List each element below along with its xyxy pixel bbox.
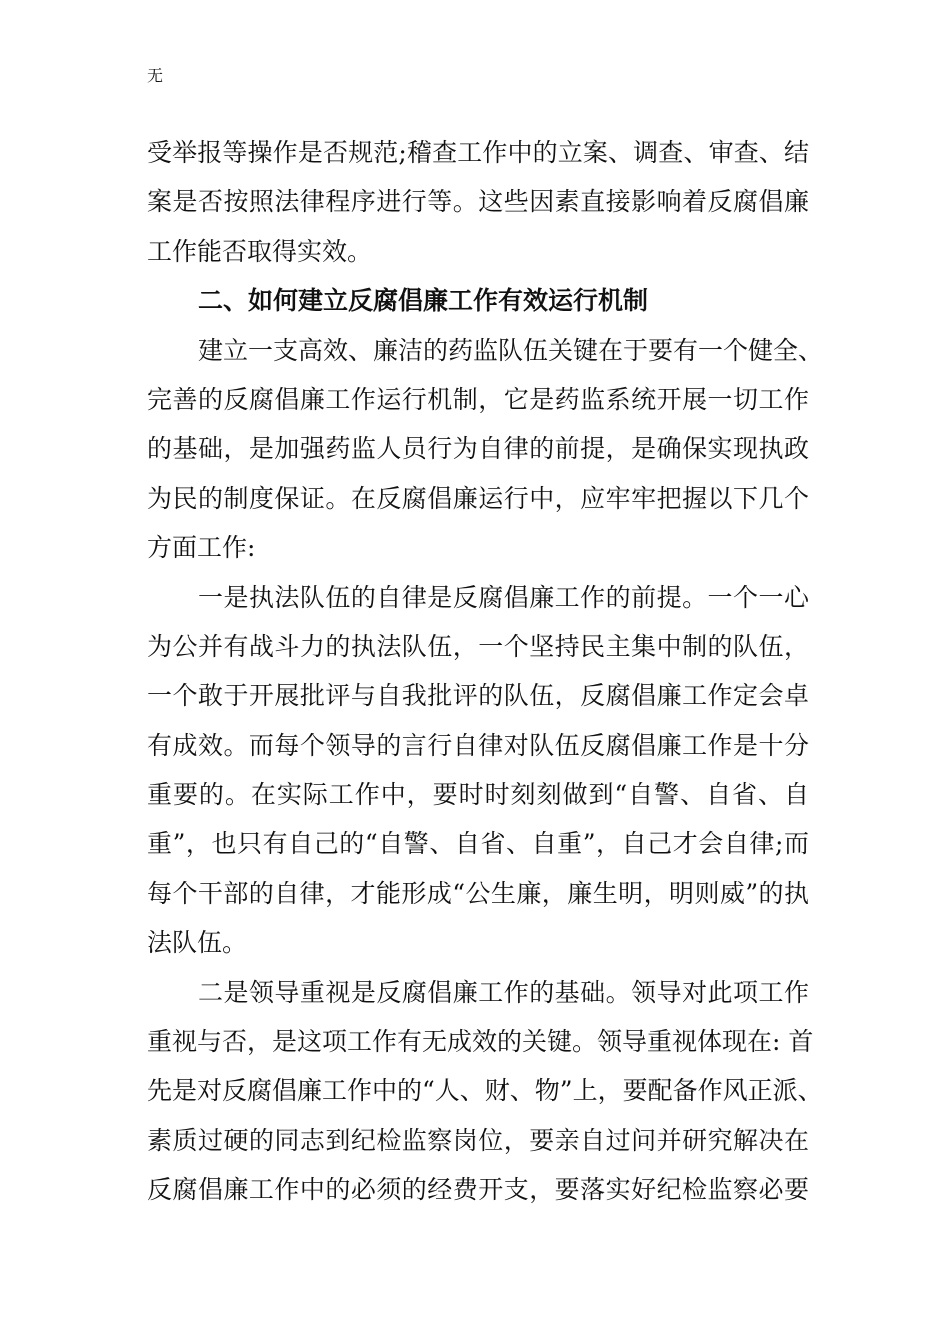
text-line: 法队伍。 bbox=[147, 928, 248, 958]
text-line: 一个敢于开展批评与自我批评的队伍，反腐倡廉工作定会卓 bbox=[147, 681, 809, 711]
text-line: 案是否按照法律程序进行等。这些因素直接影响着反腐倡廉 bbox=[147, 187, 809, 217]
text-line: 的基础，是加强药监人员行为自律的前提，是确保实现执政 bbox=[147, 434, 809, 464]
text-line: 为民的制度保证。在反腐倡廉运行中，应牢牢把握以下几个 bbox=[147, 483, 809, 513]
text-line: 为公并有战斗力的执法队伍，一个坚持民主集中制的队伍， bbox=[147, 631, 809, 661]
text-line: 重视与否，是这项工作有无成效的关键。领导重视体现在: 首 bbox=[147, 1027, 814, 1057]
text-line: 重”，也只有自己的“自警、自省、自重”，自己才会自律;而 bbox=[147, 829, 809, 859]
paragraph-first-line: 二是领导重视是反腐倡廉工作的基础。领导对此项工作 bbox=[198, 977, 809, 1007]
document-body bbox=[147, 128, 824, 1215]
text-line: 方面工作: bbox=[147, 533, 256, 563]
paragraph-first-line: 一是执法队伍的自律是反腐倡廉工作的前提。一个一心 bbox=[198, 582, 809, 612]
text-line: 先是对反腐倡廉工作中的“人、财、物”上，要配备作风正派、 bbox=[147, 1076, 823, 1106]
text-line: 完善的反腐倡廉工作运行机制，它是药监系统开展一切工作 bbox=[147, 384, 809, 414]
paragraph-first-line: 建立一支高效、廉洁的药监队伍关键在于要有一个健全、 bbox=[198, 335, 824, 365]
text-line: 重要的。在实际工作中，要时时刻刻做到“自警、自省、自 bbox=[147, 780, 809, 810]
text-line: 每个干部的自律，才能形成“公生廉，廉生明，明则威”的执 bbox=[147, 878, 809, 908]
text-line: 素质过硬的同志到纪检监察岗位，要亲自过问并研究解决在 bbox=[147, 1125, 809, 1155]
text-line: 工作能否取得实效。 bbox=[147, 236, 373, 266]
text-line: 有成效。而每个领导的言行自律对队伍反腐倡廉工作是十分 bbox=[147, 730, 809, 760]
page-header: 无 bbox=[147, 66, 164, 85]
text-line: 反腐倡廉工作中的必须的经费开支，要落实好纪检监察必要 bbox=[147, 1175, 809, 1205]
section-heading: 二、如何建立反腐倡廉工作有效运行机制 bbox=[198, 286, 649, 316]
text-line: 受举报等操作是否规范;稽查工作中的立案、调查、审查、结 bbox=[147, 138, 809, 167]
